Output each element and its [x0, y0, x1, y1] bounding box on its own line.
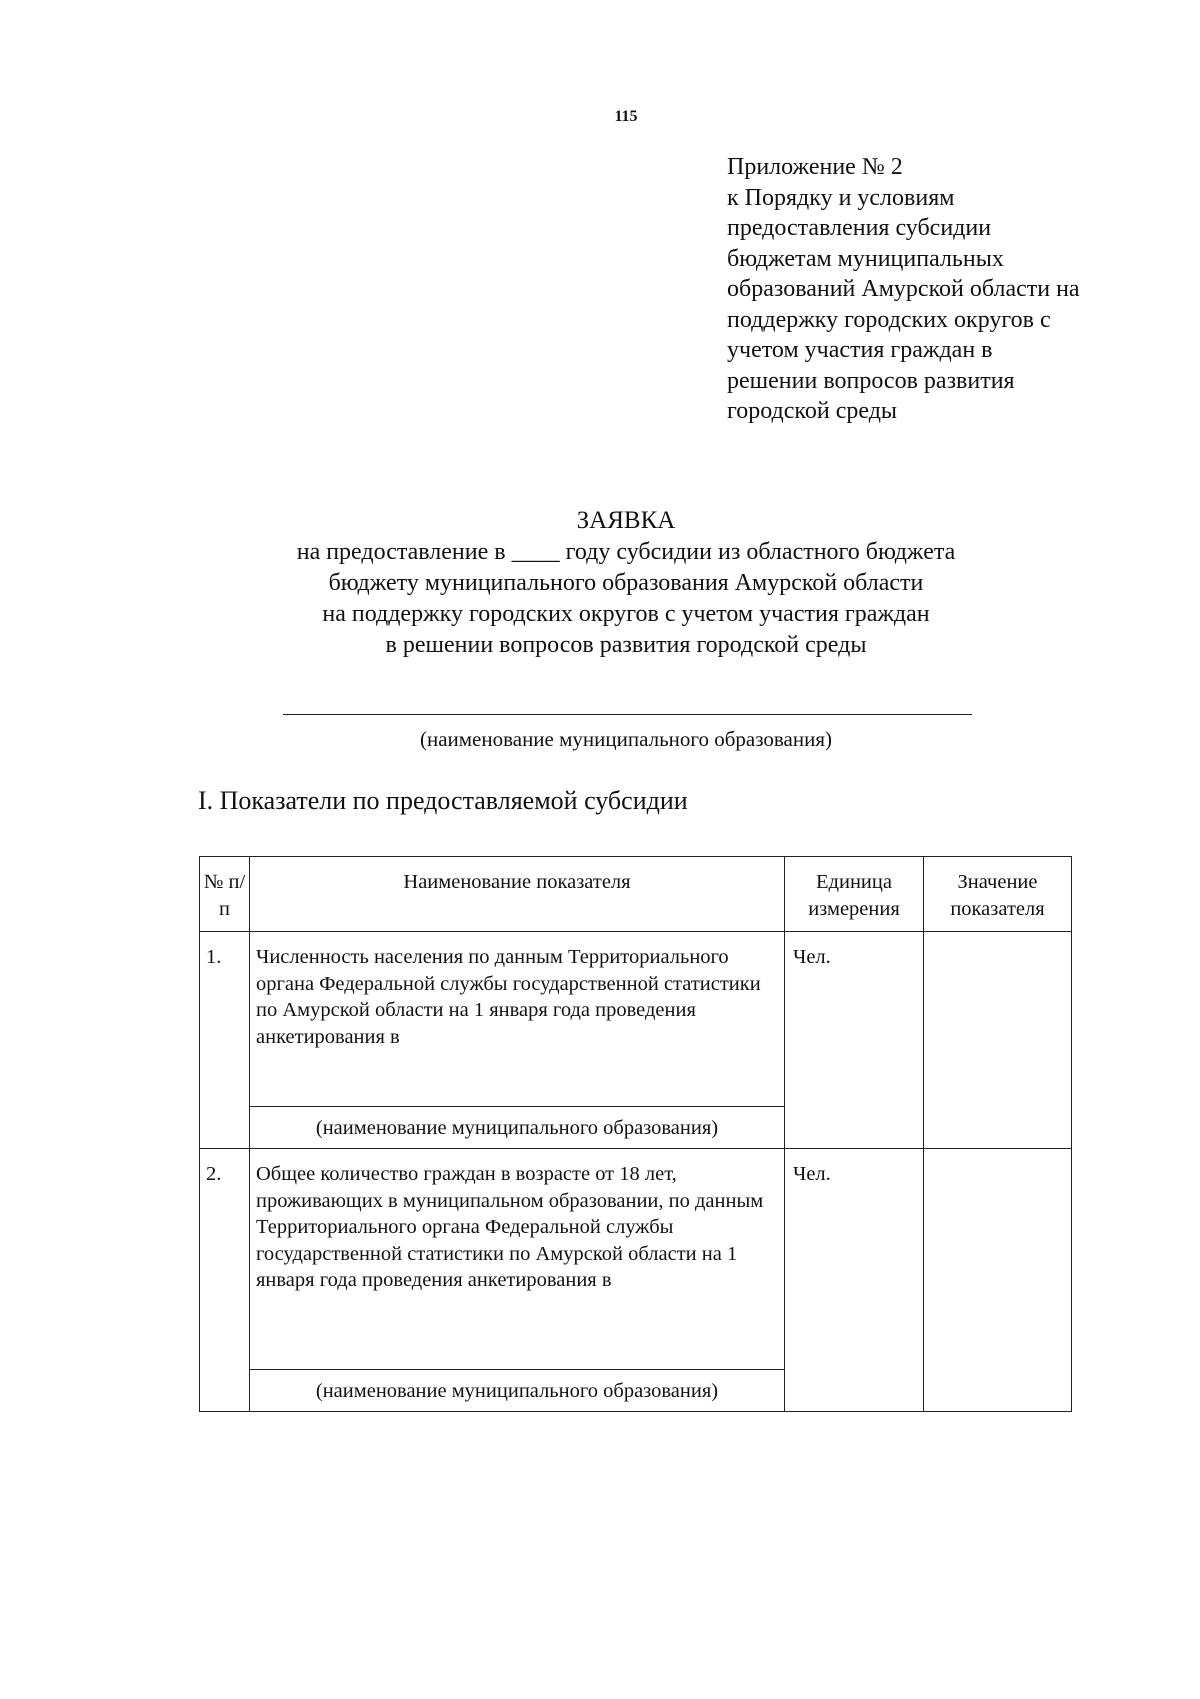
page-number: 115: [614, 108, 638, 125]
indicators-table: [199, 856, 1072, 1412]
indicator-text: Численность населения по данным Территориального органа Федеральной службы государственной статистики по Амурской области на 1 января года проведения анкетирования в: [256, 946, 761, 1048]
indicator-text: Общее количество граждан в возрасте от 18 лет, проживающих в муниципальном образовании, по данным Территориального органа Федеральной службы государственной статистики по Амурской области на 1 января года проведения анкетирования в: [256, 1163, 764, 1291]
value-cell: [924, 932, 1072, 1149]
appendix-line: решении вопросов развития: [727, 367, 1015, 394]
title-line: в решении вопросов развития городской среды: [385, 632, 867, 658]
unit-cell: Чел.: [785, 1149, 924, 1412]
title-line: бюджету муниципального образования Амурской области: [328, 570, 924, 596]
indicator-municipality-caption: (наименование муниципального образования): [250, 1369, 784, 1411]
appendix-line: образований Амурской области на: [727, 276, 1080, 302]
indicator-cell: [250, 932, 785, 1149]
appendix-line: к Порядку и условиям: [727, 184, 955, 211]
header-value-label: Значение показателя: [950, 871, 1045, 920]
application-title-block: [0, 505, 1200, 661]
indicator-cell: [250, 1149, 785, 1412]
table-header-row: [200, 857, 1072, 932]
appendix-line: поддержку городских округов с: [727, 306, 1051, 333]
value-cell: [924, 1149, 1072, 1412]
table-row: [200, 1149, 1072, 1412]
row-number: 2.: [200, 1149, 250, 1412]
header-num: [200, 857, 250, 932]
unit-cell: Чел.: [785, 932, 924, 1149]
header-num-label: № п/п: [203, 871, 246, 920]
appendix-line: городской среды: [727, 398, 898, 424]
table-row: [200, 932, 1072, 1149]
municipality-name-caption: (наименование муниципального образования): [419, 727, 833, 751]
appendix-block: [727, 152, 1167, 427]
header-unit: [785, 857, 924, 932]
appendix-title: Приложение № 2: [727, 154, 903, 180]
row-number: 1.: [200, 932, 250, 1149]
title-line: на предоставление в ____ году субсидии из областного бюджета: [296, 539, 956, 565]
appendix-line: предоставления субсидии: [727, 215, 992, 241]
header-name-label: Наименование показателя: [403, 871, 631, 893]
appendix-line: бюджетам муниципальных: [727, 245, 1004, 272]
appendix-line: учетом участия граждан в: [727, 337, 993, 363]
header-name: [250, 857, 785, 932]
municipality-name-line: [283, 714, 972, 715]
document-title: ЗАЯВКА: [576, 507, 676, 534]
section-heading: I. Показатели по предоставляемой субсидии: [198, 786, 688, 815]
header-unit-label: Единица измерения: [808, 871, 900, 920]
indicator-municipality-caption: (наименование муниципального образования): [250, 1106, 784, 1148]
title-line: на поддержку городских округов с учетом участия граждан: [322, 601, 930, 627]
header-value: [924, 857, 1072, 932]
